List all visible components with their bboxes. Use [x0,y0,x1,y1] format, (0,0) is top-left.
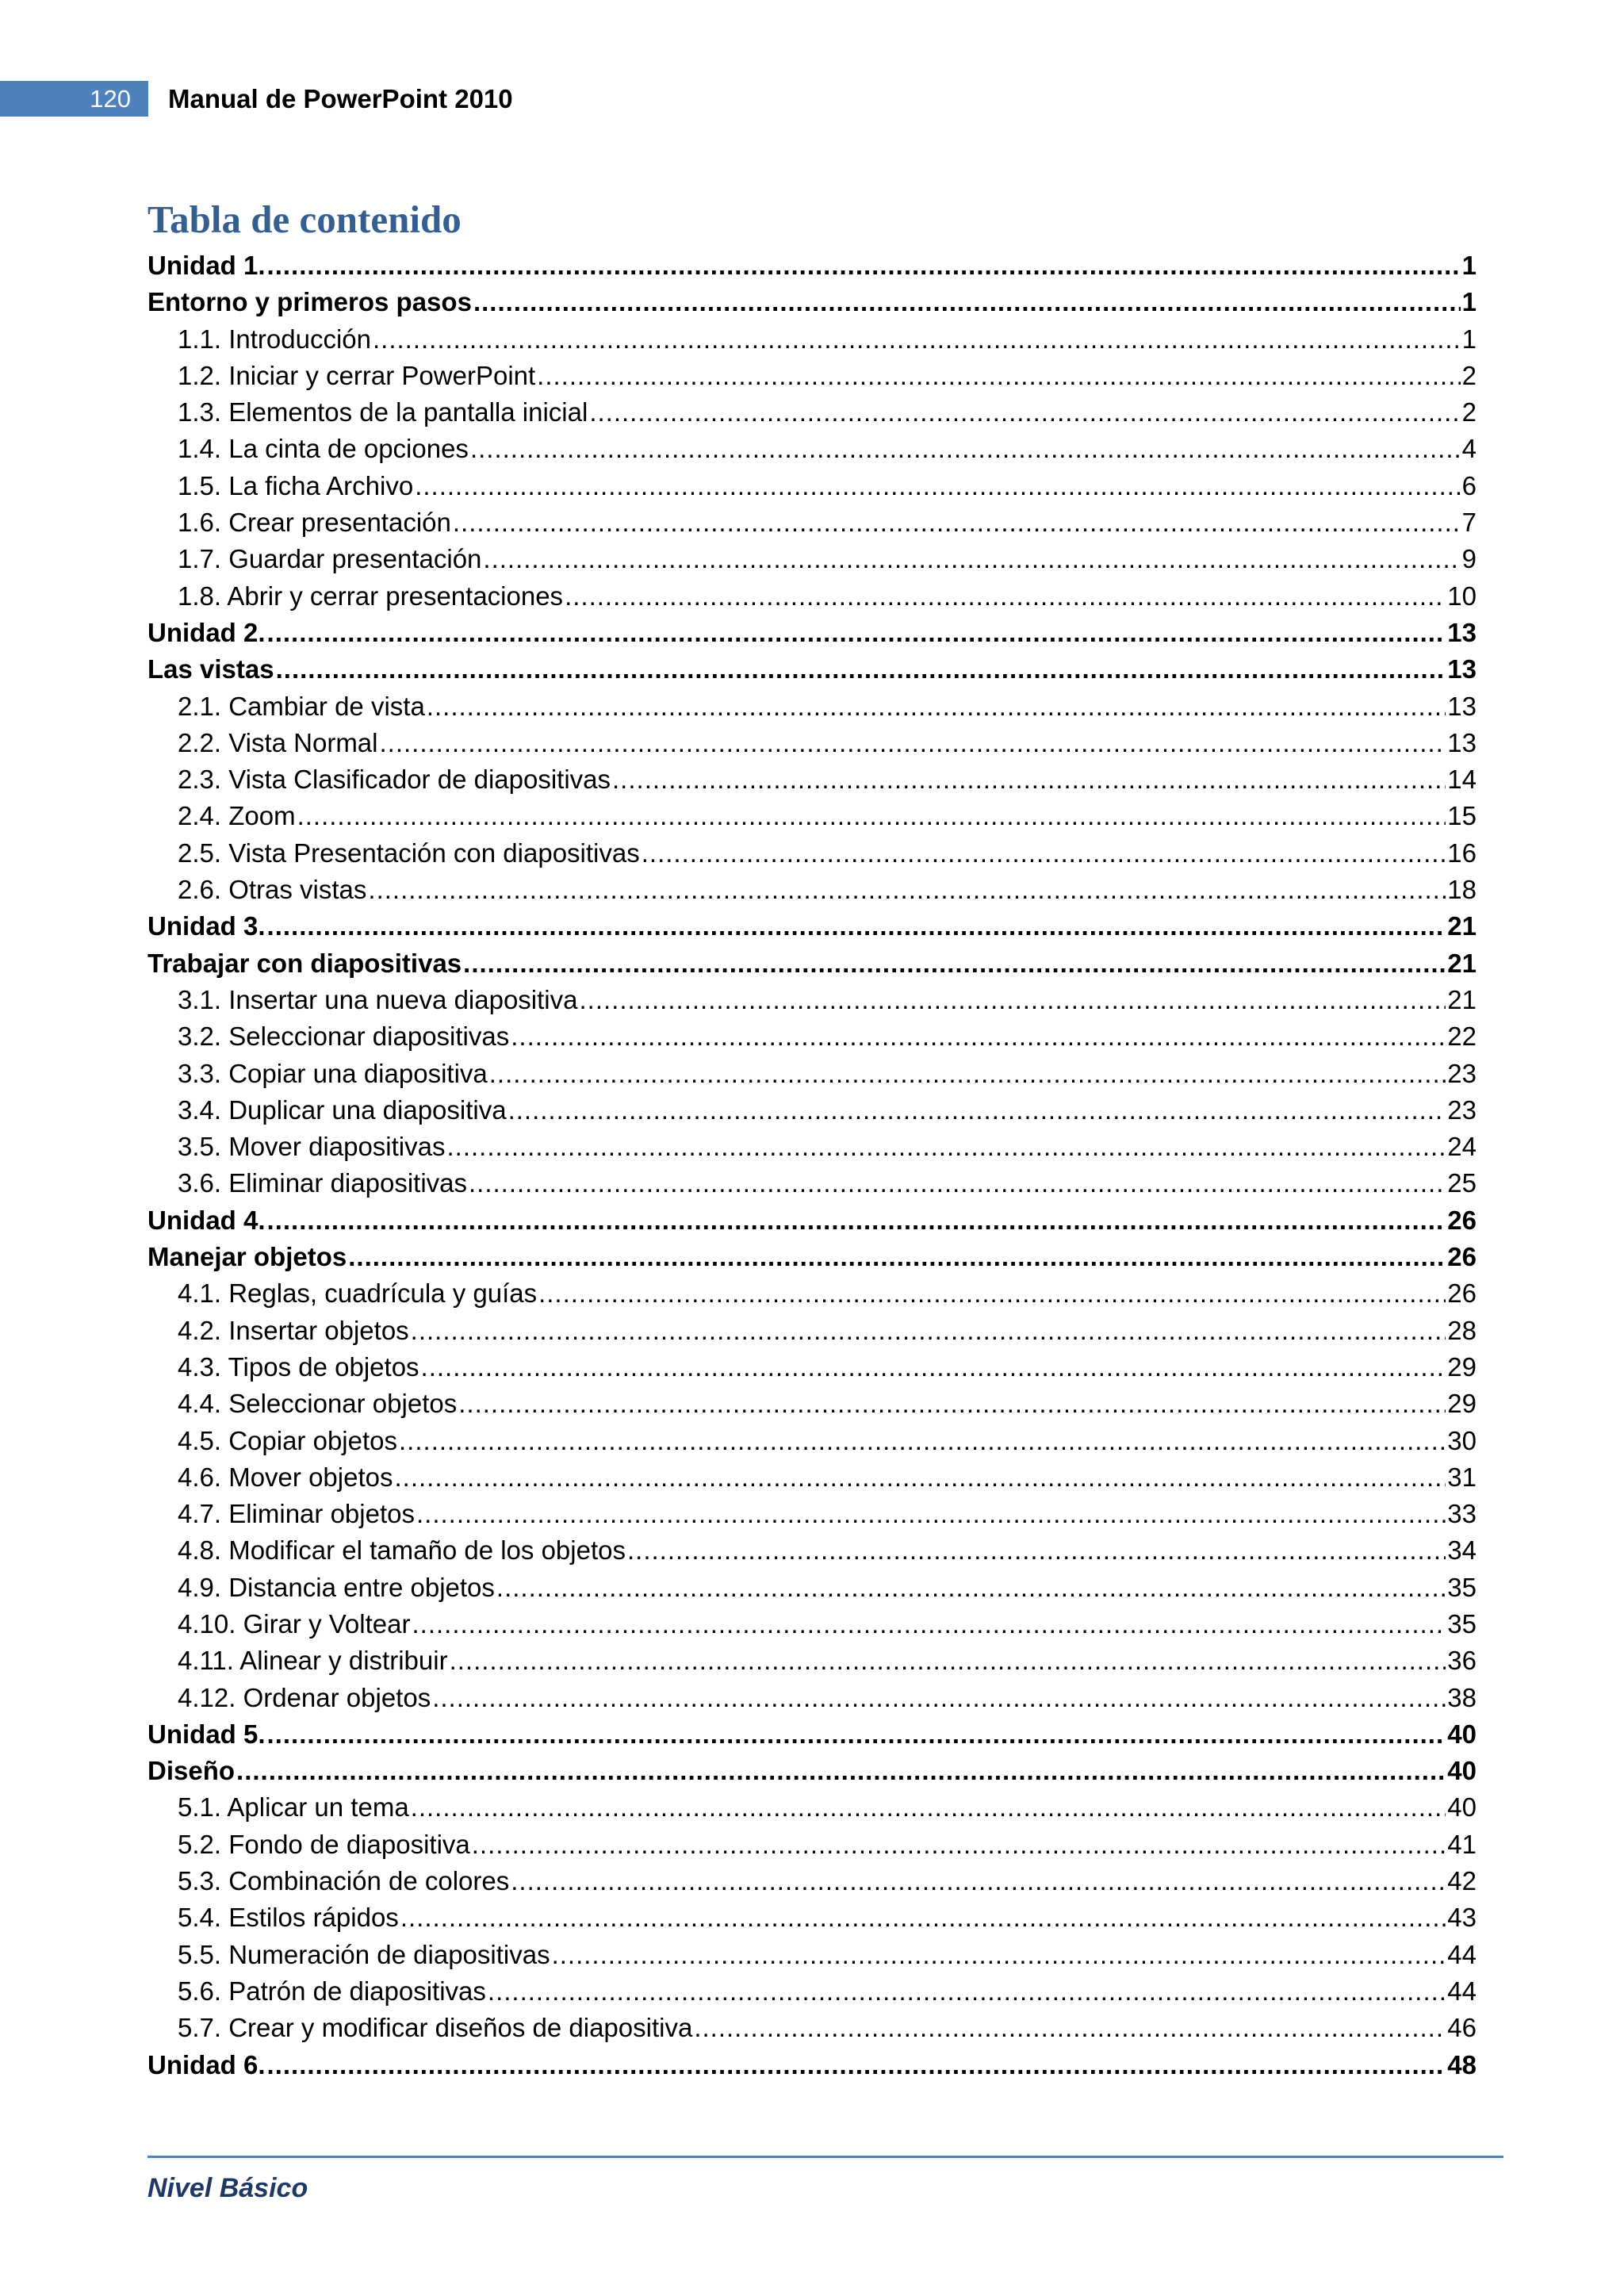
toc-entry-label: 1.1. Introducción [178,324,371,354]
toc-dot-leader [538,1275,1446,1312]
toc-dot-leader [267,1202,1446,1239]
page-number: 120 [90,85,131,113]
toc-entry[interactable] [147,1863,1477,1899]
toc-entry-label: 1.5. La ficha Archivo [178,470,414,500]
toc-entry[interactable] [147,1239,1477,1275]
toc-entry-page: 9 [1461,544,1477,574]
toc-entry-label: Diseño [147,1756,236,1786]
toc-entry-page: 40 [1447,1719,1477,1749]
toc-entry-page: 35 [1447,1608,1477,1639]
toc-entry-label: 5.4. Estilos rápidos [178,1903,399,1933]
toc-entry[interactable] [147,578,1477,615]
toc-entry-page: 48 [1447,2049,1477,2079]
toc-dot-leader [627,1532,1446,1569]
toc-entry-page: 35 [1447,1572,1477,1602]
toc-entry-label: 1.4. La cinta de opciones [178,434,469,464]
toc-entry-label: 2.5. Vista Presentación con diapositivas [178,838,640,868]
toc-dot-leader [399,1423,1446,1459]
toc-dot-leader [432,1680,1446,1716]
toc-entry-page: 4 [1461,434,1477,464]
toc-entry-page: 29 [1447,1389,1477,1419]
toc-entry[interactable] [147,1937,1477,1973]
toc-entry[interactable] [147,725,1477,761]
toc-entry[interactable] [147,872,1477,908]
toc-entry[interactable] [147,688,1477,725]
toc-entry-label: 3.5. Mover diapositivas [178,1132,446,1162]
toc-entry[interactable] [147,1899,1477,1936]
toc-dot-leader [411,1313,1446,1349]
toc-entry-label: 4.10. Girar y Voltear [178,1608,411,1639]
toc-dot-leader [415,468,1460,504]
toc-entry-page: 44 [1447,1939,1477,1969]
toc-entry-label: Unidad 3. [147,911,266,941]
toc-dot-leader [589,394,1460,431]
toc-entry[interactable] [147,1386,1477,1422]
toc-entry-label: 5.5. Numeración de diapositivas [178,1939,550,1969]
toc-dot-leader [267,2047,1446,2083]
toc-entry-page: 13 [1447,654,1477,684]
toc-entry[interactable] [147,394,1477,431]
toc-entry-page: 26 [1447,1242,1477,1272]
toc-entry-page: 43 [1447,1903,1477,1933]
toc-entry-page: 1 [1461,287,1477,317]
toc-entry-label: Unidad 5. [147,1719,266,1749]
toc-entry-page: 44 [1447,1976,1477,2006]
footer-text: Nivel Básico [147,2173,308,2203]
toc-entry-page: 28 [1447,1315,1477,1345]
toc-entry-label: 3.3. Copiar una diapositiva [178,1058,488,1088]
toc-entry-page: 34 [1447,1535,1477,1566]
toc-dot-leader [416,1496,1446,1532]
toc-entry-label: Trabajar con diapositivas [147,948,462,978]
toc-entry[interactable] [147,541,1477,577]
toc-entry-label: 1.2. Iniciar y cerrar PowerPoint [178,360,536,390]
toc-dot-leader [348,1239,1446,1275]
toc-entry-label: Las vistas [147,654,274,684]
toc-dot-leader [267,1716,1446,1753]
toc-entry[interactable] [147,1129,1477,1165]
toc-entry-page: 25 [1447,1168,1477,1198]
toc-dot-leader [537,358,1460,394]
toc-entry[interactable] [147,1275,1477,1312]
toc-entry-label: 4.3. Tipos de objetos [178,1351,419,1382]
toc-dot-leader [276,651,1446,688]
toc-entry-page: 41 [1447,1829,1477,1859]
toc-entry-label: 2.2. Vista Normal [178,727,378,757]
toc-dot-leader [470,431,1461,467]
toc-entry-label: 3.6. Eliminar diapositivas [178,1168,467,1198]
toc-entry-page: 33 [1447,1499,1477,1529]
toc-dot-leader [694,2010,1446,2046]
toc-dot-leader [469,1165,1446,1202]
toc-dot-leader [488,1973,1446,2010]
toc-entry[interactable] [147,1973,1477,2010]
toc-dot-leader [552,1937,1446,1973]
toc-entry-page: 42 [1447,1866,1477,1896]
toc-entry-label: 1.3. Elementos de la pantalla inicial [178,397,588,427]
toc-entry[interactable] [147,1459,1477,1496]
toc-entry-label: 4.12. Ordenar objetos [178,1682,431,1712]
toc-entry-label: 1.6. Crear presentación [178,508,451,538]
toc-entry[interactable] [147,1532,1477,1569]
toc-entry[interactable] [147,908,1477,945]
footer-rule [147,2156,1503,2158]
toc-entry-page: 26 [1447,1205,1477,1235]
toc-entry-label: 3.1. Insertar una nueva diapositiva [178,984,578,1014]
toc-entry-page: 46 [1447,2013,1477,2043]
toc-entry-page: 13 [1447,691,1477,721]
document-title: Manual de PowerPoint 2010 [168,84,513,113]
toc-dot-leader [411,1789,1446,1826]
toc-entry-label: 2.6. Otras vistas [178,875,367,905]
toc-entry[interactable] [147,1313,1477,1349]
toc-dot-leader [508,1092,1446,1129]
toc-entry-label: 2.3. Vista Clasificador de diapositivas [178,765,611,795]
toc-entry-label: 4.11. Alinear y distribuir [178,1646,448,1676]
toc-dot-leader [267,615,1446,651]
toc-entry-label: Manejar objetos [147,1242,347,1272]
toc-dot-leader [511,1018,1446,1055]
toc-entry[interactable] [147,1826,1477,1863]
toc-entry-label: 2.1. Cambiar de vista [178,691,425,721]
toc-dot-leader [400,1899,1446,1936]
toc-dot-leader [463,945,1446,982]
toc-entry-label: 4.2. Insertar objetos [178,1315,409,1345]
toc-dot-leader [447,1129,1446,1165]
toc-entry[interactable] [147,1018,1477,1055]
toc-entry[interactable] [147,1753,1477,1789]
toc-entry[interactable] [147,247,1477,284]
toc-entry-label: 5.3. Combinación de colores [178,1866,510,1896]
toc-entry-label: 4.1. Reglas, cuadrícula y guías [178,1278,538,1309]
toc-entry-page: 40 [1447,1756,1477,1786]
toc-dot-leader [368,872,1446,908]
toc-dot-leader [267,908,1446,945]
toc-entry-label: Entorno y primeros pasos [147,287,472,317]
toc-dot-leader [427,688,1446,725]
toc-dot-leader [373,321,1461,358]
table-of-contents [147,247,1477,2083]
toc-entry-page: 13 [1447,727,1477,757]
toc-entry-label: 4.5. Copiar objetos [178,1425,398,1455]
toc-dot-leader [450,1642,1446,1679]
toc-dot-leader [421,1349,1446,1386]
toc-entry-page: 2 [1461,360,1477,390]
toc-dot-leader [297,798,1446,834]
toc-entry[interactable] [147,1716,1477,1753]
toc-entry[interactable] [147,982,1477,1018]
toc-entry-page: 13 [1447,617,1477,647]
toc-entry-page: 15 [1447,801,1477,831]
toc-entry-page: 31 [1447,1462,1477,1492]
toc-entry[interactable] [147,1423,1477,1459]
toc-entry-label: 4.9. Distancia entre objetos [178,1572,495,1602]
toc-entry-label: 3.4. Duplicar una diapositiva [178,1094,507,1125]
toc-entry[interactable] [147,651,1477,688]
toc-entry[interactable] [147,1496,1477,1532]
toc-entry-page: 29 [1447,1351,1477,1382]
toc-entry-page: 1 [1461,324,1477,354]
toc-entry-page: 14 [1447,765,1477,795]
toc-entry-label: 3.2. Seleccionar diapositivas [178,1022,510,1052]
toc-entry[interactable] [147,1056,1477,1092]
toc-dot-leader [489,1056,1446,1092]
toc-entry-label: Unidad 1. [147,251,266,280]
toc-entry-page: 10 [1447,581,1477,611]
toc-heading: Tabla de contenido [147,197,462,241]
toc-entry-label: 1.7. Guardar presentación [178,544,482,574]
toc-entry-page: 23 [1447,1094,1477,1125]
toc-entry-label: 5.2. Fondo de diapositiva [178,1829,470,1859]
toc-dot-leader [565,578,1446,615]
toc-dot-leader [483,541,1460,577]
toc-entry-page: 2 [1461,397,1477,427]
toc-dot-leader [472,1826,1446,1863]
toc-entry-label: 5.1. Aplicar un tema [178,1792,409,1823]
toc-entry-label: 4.8. Modificar el tamaño de los objetos [178,1535,626,1566]
toc-entry-page: 30 [1447,1425,1477,1455]
toc-entry[interactable] [147,1570,1477,1606]
toc-entry[interactable] [147,1202,1477,1239]
toc-entry-page: 16 [1447,838,1477,868]
toc-dot-leader [236,1753,1446,1789]
toc-entry-label: Unidad 2. [147,617,266,647]
toc-dot-leader [380,725,1446,761]
toc-entry-page: 21 [1447,984,1477,1014]
toc-entry[interactable] [147,468,1477,504]
toc-entry-page: 24 [1447,1132,1477,1162]
toc-entry[interactable] [147,1789,1477,1826]
toc-entry-page: 38 [1447,1682,1477,1712]
toc-entry-label: 1.8. Abrir y cerrar presentaciones [178,581,564,611]
toc-entry[interactable] [147,1680,1477,1716]
toc-entry[interactable] [147,1642,1477,1679]
toc-dot-leader [612,761,1446,798]
toc-entry-label: 4.6. Mover objetos [178,1462,393,1492]
toc-dot-leader [642,835,1446,872]
toc-dot-leader [580,982,1446,1018]
toc-dot-leader [267,247,1461,284]
toc-entry-label: 5.7. Crear y modificar diseños de diapositiva [178,2013,693,2043]
toc-entry[interactable] [147,1092,1477,1129]
toc-entry[interactable] [147,761,1477,798]
toc-entry[interactable] [147,321,1477,358]
toc-entry[interactable] [147,358,1477,394]
toc-entry-label: 4.7. Eliminar objetos [178,1499,415,1529]
toc-entry-page: 18 [1447,875,1477,905]
toc-entry-label: Unidad 6. [147,2049,266,2079]
toc-dot-leader [496,1570,1446,1606]
toc-entry[interactable] [147,798,1477,834]
toc-entry-page: 36 [1447,1646,1477,1676]
toc-entry[interactable] [147,2010,1477,2046]
toc-entry-label: 4.4. Seleccionar objetos [178,1389,458,1419]
toc-dot-leader [458,1386,1446,1422]
toc-entry-page: 1 [1461,251,1477,280]
toc-entry[interactable] [147,431,1477,467]
toc-dot-leader [453,504,1461,541]
toc-dot-leader [511,1863,1446,1899]
toc-entry-label: 5.6. Patrón de diapositivas [178,1976,486,2006]
toc-entry-label: Unidad 4. [147,1205,266,1235]
toc-entry-page: 6 [1461,470,1477,500]
toc-entry-label: 2.4. Zoom [178,801,296,831]
toc-entry-page: 7 [1461,508,1477,538]
toc-entry[interactable] [147,615,1477,651]
toc-entry-page: 22 [1447,1022,1477,1052]
toc-entry-page: 23 [1447,1058,1477,1088]
toc-entry-page: 40 [1447,1792,1477,1823]
toc-entry-page: 26 [1447,1278,1477,1309]
toc-entry[interactable] [147,1165,1477,1202]
toc-entry[interactable] [147,1606,1477,1642]
toc-dot-leader [473,284,1461,320]
toc-entry[interactable] [147,504,1477,541]
toc-entry-page: 21 [1447,911,1477,941]
toc-entry-page: 21 [1447,948,1477,978]
toc-entry[interactable] [147,945,1477,982]
toc-entry[interactable] [147,1349,1477,1386]
toc-dot-leader [412,1606,1446,1642]
toc-dot-leader [394,1459,1446,1496]
toc-entry[interactable] [147,2047,1477,2083]
toc-entry[interactable] [147,284,1477,320]
toc-entry[interactable] [147,835,1477,872]
